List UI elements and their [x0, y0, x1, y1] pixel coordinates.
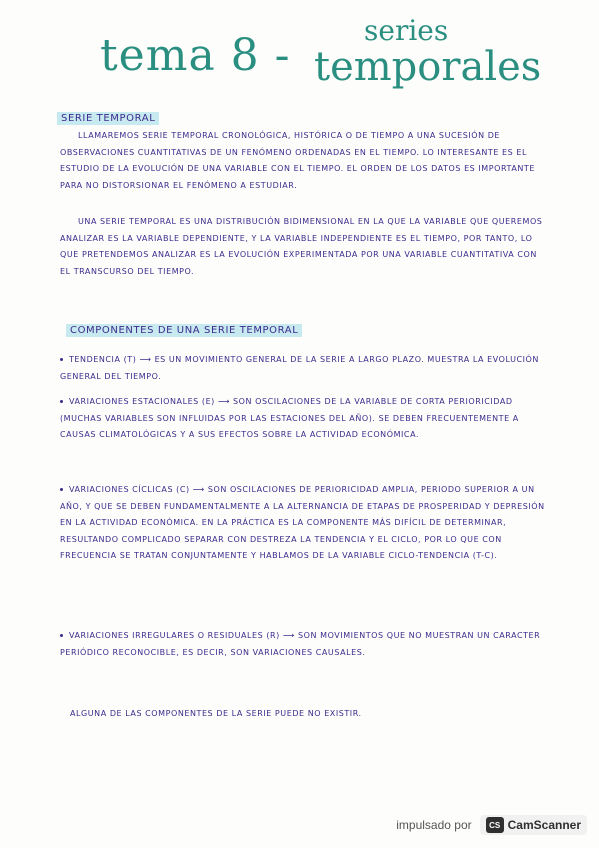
camscanner-logo-icon: CS	[486, 817, 504, 833]
camscanner-brand: CamScanner	[507, 818, 581, 832]
bullet-dot	[60, 488, 63, 491]
bullet-irregulares-text: VARIACIONES IRREGULARES O RESIDUALES (R) ⟶ SON MOVIMIENTOS QUE NO MUESTRAN UN CARACTER PERIÓDICO RECONOCIBLE, ES DECIR, SON VARIACIONES CAUSALES.	[60, 631, 541, 657]
bullet-dot	[60, 400, 63, 403]
bullet-dot	[60, 634, 63, 637]
bullet-ciclicas	[60, 482, 550, 565]
title-superscript: series	[364, 14, 449, 47]
section-heading-componentes: COMPONENTES DE UNA SERIE TEMPORAL	[66, 324, 302, 337]
bullet-tendencia-text: TENDENCIA (T) ⟶ ES UN MOVIMIENTO GENERAL DE LA SERIE A LARGO PLAZO. MUESTRA LA EVOLUCIÓN GENERAL DEL TIEMPO.	[60, 355, 539, 381]
page-title	[100, 14, 542, 102]
bullet-estacionales-text: VARIACIONES ESTACIONALES (E) ⟶ SON OSCILACIONES DE LA VARIABLE DE CORTA PERIORICIDAD (MUCHAS VARIABLES SON INFLUIDAS POR LAS ESTACIONES DEL AÑO). SE DEBEN FRECUENTEMENTE A CAUSAS CLIMATOLÓGICAS Y A SUS EFECTOS SOBRE LA ACTIVIDAD ECONÓMICA.	[60, 397, 519, 439]
bullet-dot	[60, 358, 63, 361]
closing-note: ALGUNA DE LAS COMPONENTES DE LA SERIE PUEDE NO EXISTIR.	[70, 709, 362, 718]
bullet-irregulares	[60, 628, 550, 661]
title-main: tema 8 -	[100, 30, 291, 81]
camscanner-badge	[480, 815, 587, 835]
bullet-estacionales	[60, 394, 550, 444]
section-heading-serie-temporal: SERIE TEMPORAL	[57, 112, 159, 125]
title-subtitle: temporales	[314, 44, 542, 90]
bullet-ciclicas-text: VARIACIONES CÍCLICAS (C) ⟶ SON OSCILACIONES DE PERIORICIDAD AMPLIA, PERIODO SUPERIOR A UN AÑO, Y QUE SE DEBEN FUNDAMENTALMENTE A LA ALTERNANCIA DE ETAPAS DE PROSPERIDAD Y DEPRESIÓN EN LA ACTIVIDAD ECONÓMICA. EN LA PRÁCTICA ES LA COMPONENTE MÁS DIFÍCIL DE DETERMINAR, RESULTANDO COMPLICADO SEPARAR CON DESTREZA LA TENDENCIA Y EL CICLO, POR LO QUE CON FRECUENCIA SE TRATAN CONJUNTAMENTE Y HABLAMOS DE LA VARIABLE CICLO-TENDENCIA (T-C).	[60, 485, 545, 560]
paragraph-definition: LLAMAREMOS SERIE TEMPORAL CRONOLÓGICA, HISTÓRICA O DE TIEMPO A UNA SUCESIÓN DE OBSERVACIONES CUANTITATIVAS DE UN FENÓMENO ORDENADAS EN EL TIEMPO. LO INTERESANTE ES EL ESTUDIO DE LA EVOLUCIÓN DE UNA VARIABLE CON EL TIEMPO. EL ORDEN DE LOS DATOS ES IMPORTANTE PARA NO DISTORSIONAR EL FENÓMENO A ESTUDIAR.	[60, 131, 535, 190]
bullet-tendencia	[60, 352, 550, 385]
paragraph-bidimensional: UNA SERIE TEMPORAL ES UNA DISTRIBUCIÓN BIDIMENSIONAL EN LA QUE LA VARIABLE QUE QUEREMOS ANALIZAR ES LA VARIABLE DEPENDIENTE, Y LA VARIABLE INDEPENDIENTE ES EL TIEMPO, POR TANTO, LO QUE PRETENDEMOS ANALIZAR ES LA EVOLUCIÓN EXPERIMENTADA POR UNA VARIABLE CUANTITATIVA CON EL TRANSCURSO DEL TIEMPO.	[60, 217, 543, 276]
powered-by-text: impulsado por	[396, 818, 472, 832]
camscanner-watermark	[396, 814, 587, 836]
